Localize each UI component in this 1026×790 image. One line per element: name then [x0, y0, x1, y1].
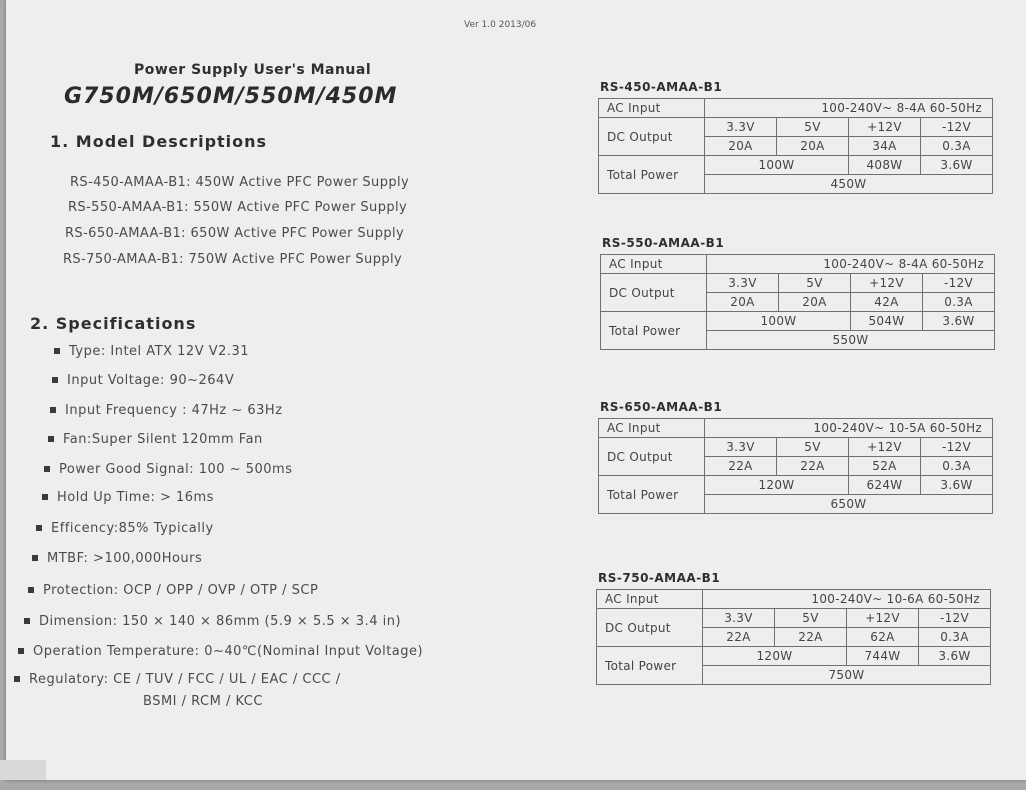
spec-item: Power Good Signal: 100 ~ 500ms: [44, 462, 292, 477]
rail-minus12v-current: 0.3A: [921, 457, 993, 476]
manual-page: [6, 0, 1026, 780]
ac-input-value: 100-240V~ 8-4A 60-50Hz: [705, 99, 993, 118]
total-power-value: 650W: [705, 495, 993, 514]
bullet-icon: [32, 555, 38, 561]
total-power-value: 750W: [703, 666, 991, 685]
spec-item: Input Frequency : 47Hz ~ 63Hz: [50, 403, 283, 418]
rail-minus12v-label: -12V: [921, 438, 993, 457]
regulatory-continued: BSMI / RCM / KCC: [143, 694, 263, 709]
rail-3v3-label: 3.3V: [705, 438, 777, 457]
spec-item: Hold Up Time: > 16ms: [42, 490, 214, 505]
rail-minus12v-current: 0.3A: [923, 293, 995, 312]
combined-power: 100W: [705, 156, 849, 175]
section1-title: 1. Model Descriptions: [50, 132, 268, 151]
bullet-icon: [48, 436, 54, 442]
rail-5v-label: 5V: [775, 609, 847, 628]
total-power-value: 550W: [707, 331, 995, 350]
spec-item: Efficency:85% Typically: [36, 521, 214, 536]
total-power-label: Total Power: [597, 647, 703, 685]
rail-minus12v-power: 3.6W: [919, 647, 991, 666]
spec-item: Fan:Super Silent 120mm Fan: [48, 432, 263, 447]
rail-minus12v-power: 3.6W: [923, 312, 995, 331]
ac-input-value: 100-240V~ 10-5A 60-50Hz: [705, 419, 993, 438]
rail-12v-power: 744W: [847, 647, 919, 666]
combined-power: 120W: [703, 647, 847, 666]
spec-item: Dimension: 150 × 140 × 86mm (5.9 × 5.5 × 3.4 in): [24, 614, 401, 629]
spec-table: [596, 589, 991, 685]
dc-output-label: DC Output: [599, 118, 705, 156]
rail-5v-current: 22A: [777, 457, 849, 476]
bullet-icon: [28, 587, 34, 593]
total-power-value: 450W: [705, 175, 993, 194]
rail-3v3-current: 22A: [705, 457, 777, 476]
table-title: RS-550-AMAA-B1: [602, 236, 725, 250]
rail-5v-current: 20A: [777, 137, 849, 156]
dc-output-label: DC Output: [597, 609, 703, 647]
dc-output-label: DC Output: [601, 274, 707, 312]
rail-12v-label: +12V: [851, 274, 923, 293]
spec-item: Protection: OCP / OPP / OVP / OTP / SCP: [28, 583, 318, 598]
table-title: RS-450-AMAA-B1: [600, 80, 723, 94]
rail-minus12v-current: 0.3A: [921, 137, 993, 156]
rail-5v-current: 22A: [775, 628, 847, 647]
rail-12v-label: +12V: [847, 609, 919, 628]
ac-input-label: AC Input: [599, 99, 705, 118]
rail-3v3-label: 3.3V: [703, 609, 775, 628]
dc-output-label: DC Output: [599, 438, 705, 476]
rail-minus12v-label: -12V: [919, 609, 991, 628]
model-line: RS-650-AMAA-B1: 650W Active PFC Power Supply: [65, 226, 405, 241]
ac-input-label: AC Input: [597, 590, 703, 609]
spec-item: MTBF: >100,000Hours: [32, 551, 202, 566]
section2-title: 2. Specifications: [30, 314, 197, 333]
table-title: RS-750-AMAA-B1: [598, 571, 721, 585]
table-title: RS-650-AMAA-B1: [600, 400, 723, 414]
rail-12v-power: 408W: [849, 156, 921, 175]
page-corner: [0, 760, 46, 780]
total-power-label: Total Power: [599, 156, 705, 194]
rail-12v-power: 624W: [849, 476, 921, 495]
combined-power: 120W: [705, 476, 849, 495]
rail-3v3-label: 3.3V: [707, 274, 779, 293]
rail-minus12v-label: -12V: [921, 118, 993, 137]
rail-5v-label: 5V: [777, 118, 849, 137]
spec-table: [600, 254, 995, 350]
rail-3v3-current: 22A: [703, 628, 775, 647]
manual-title: Power Supply User's Manual: [134, 62, 372, 78]
bullet-icon: [50, 407, 56, 413]
rail-3v3-current: 20A: [705, 137, 777, 156]
model-line: RS-550-AMAA-B1: 550W Active PFC Power Supply: [68, 200, 408, 215]
bullet-icon: [52, 377, 58, 383]
rail-5v-current: 20A: [779, 293, 851, 312]
bullet-icon: [14, 676, 20, 682]
ac-input-label: AC Input: [599, 419, 705, 438]
rail-12v-current: 34A: [849, 137, 921, 156]
spec-table: [598, 418, 993, 514]
rail-3v3-label: 3.3V: [705, 118, 777, 137]
model-line: RS-450-AMAA-B1: 450W Active PFC Power Supply: [70, 175, 410, 190]
combined-power: 100W: [707, 312, 851, 331]
bullet-icon: [42, 494, 48, 500]
rail-minus12v-current: 0.3A: [919, 628, 991, 647]
models-title: G750M/650M/550M/450M: [64, 84, 398, 109]
rail-12v-label: +12V: [849, 438, 921, 457]
rail-12v-power: 504W: [851, 312, 923, 331]
model-line: RS-750-AMAA-B1: 750W Active PFC Power Supply: [63, 252, 403, 267]
total-power-label: Total Power: [601, 312, 707, 350]
spec-item: Operation Temperature: 0~40℃(Nominal Input Voltage): [18, 644, 423, 659]
total-power-label: Total Power: [599, 476, 705, 514]
rail-5v-label: 5V: [779, 274, 851, 293]
ac-input-value: 100-240V~ 10-6A 60-50Hz: [703, 590, 991, 609]
rail-12v-current: 62A: [847, 628, 919, 647]
rail-12v-current: 52A: [849, 457, 921, 476]
rail-3v3-current: 20A: [707, 293, 779, 312]
rail-12v-label: +12V: [849, 118, 921, 137]
spec-table: [598, 98, 993, 194]
bullet-icon: [44, 466, 50, 472]
bullet-icon: [54, 348, 60, 354]
version-text: Ver 1.0 2013/06: [464, 20, 537, 30]
ac-input-label: AC Input: [601, 255, 707, 274]
spec-item: Input Voltage: 90~264V: [52, 373, 234, 388]
rail-12v-current: 42A: [851, 293, 923, 312]
spec-item: Regulatory: CE / TUV / FCC / UL / EAC / CCC /: [14, 672, 341, 687]
rail-minus12v-label: -12V: [923, 274, 995, 293]
bullet-icon: [24, 618, 30, 624]
rail-minus12v-power: 3.6W: [921, 156, 993, 175]
bullet-icon: [36, 525, 42, 531]
rail-5v-label: 5V: [777, 438, 849, 457]
spec-item: Type: Intel ATX 12V V2.31: [54, 344, 249, 359]
ac-input-value: 100-240V~ 8-4A 60-50Hz: [707, 255, 995, 274]
rail-minus12v-power: 3.6W: [921, 476, 993, 495]
bullet-icon: [18, 648, 24, 654]
